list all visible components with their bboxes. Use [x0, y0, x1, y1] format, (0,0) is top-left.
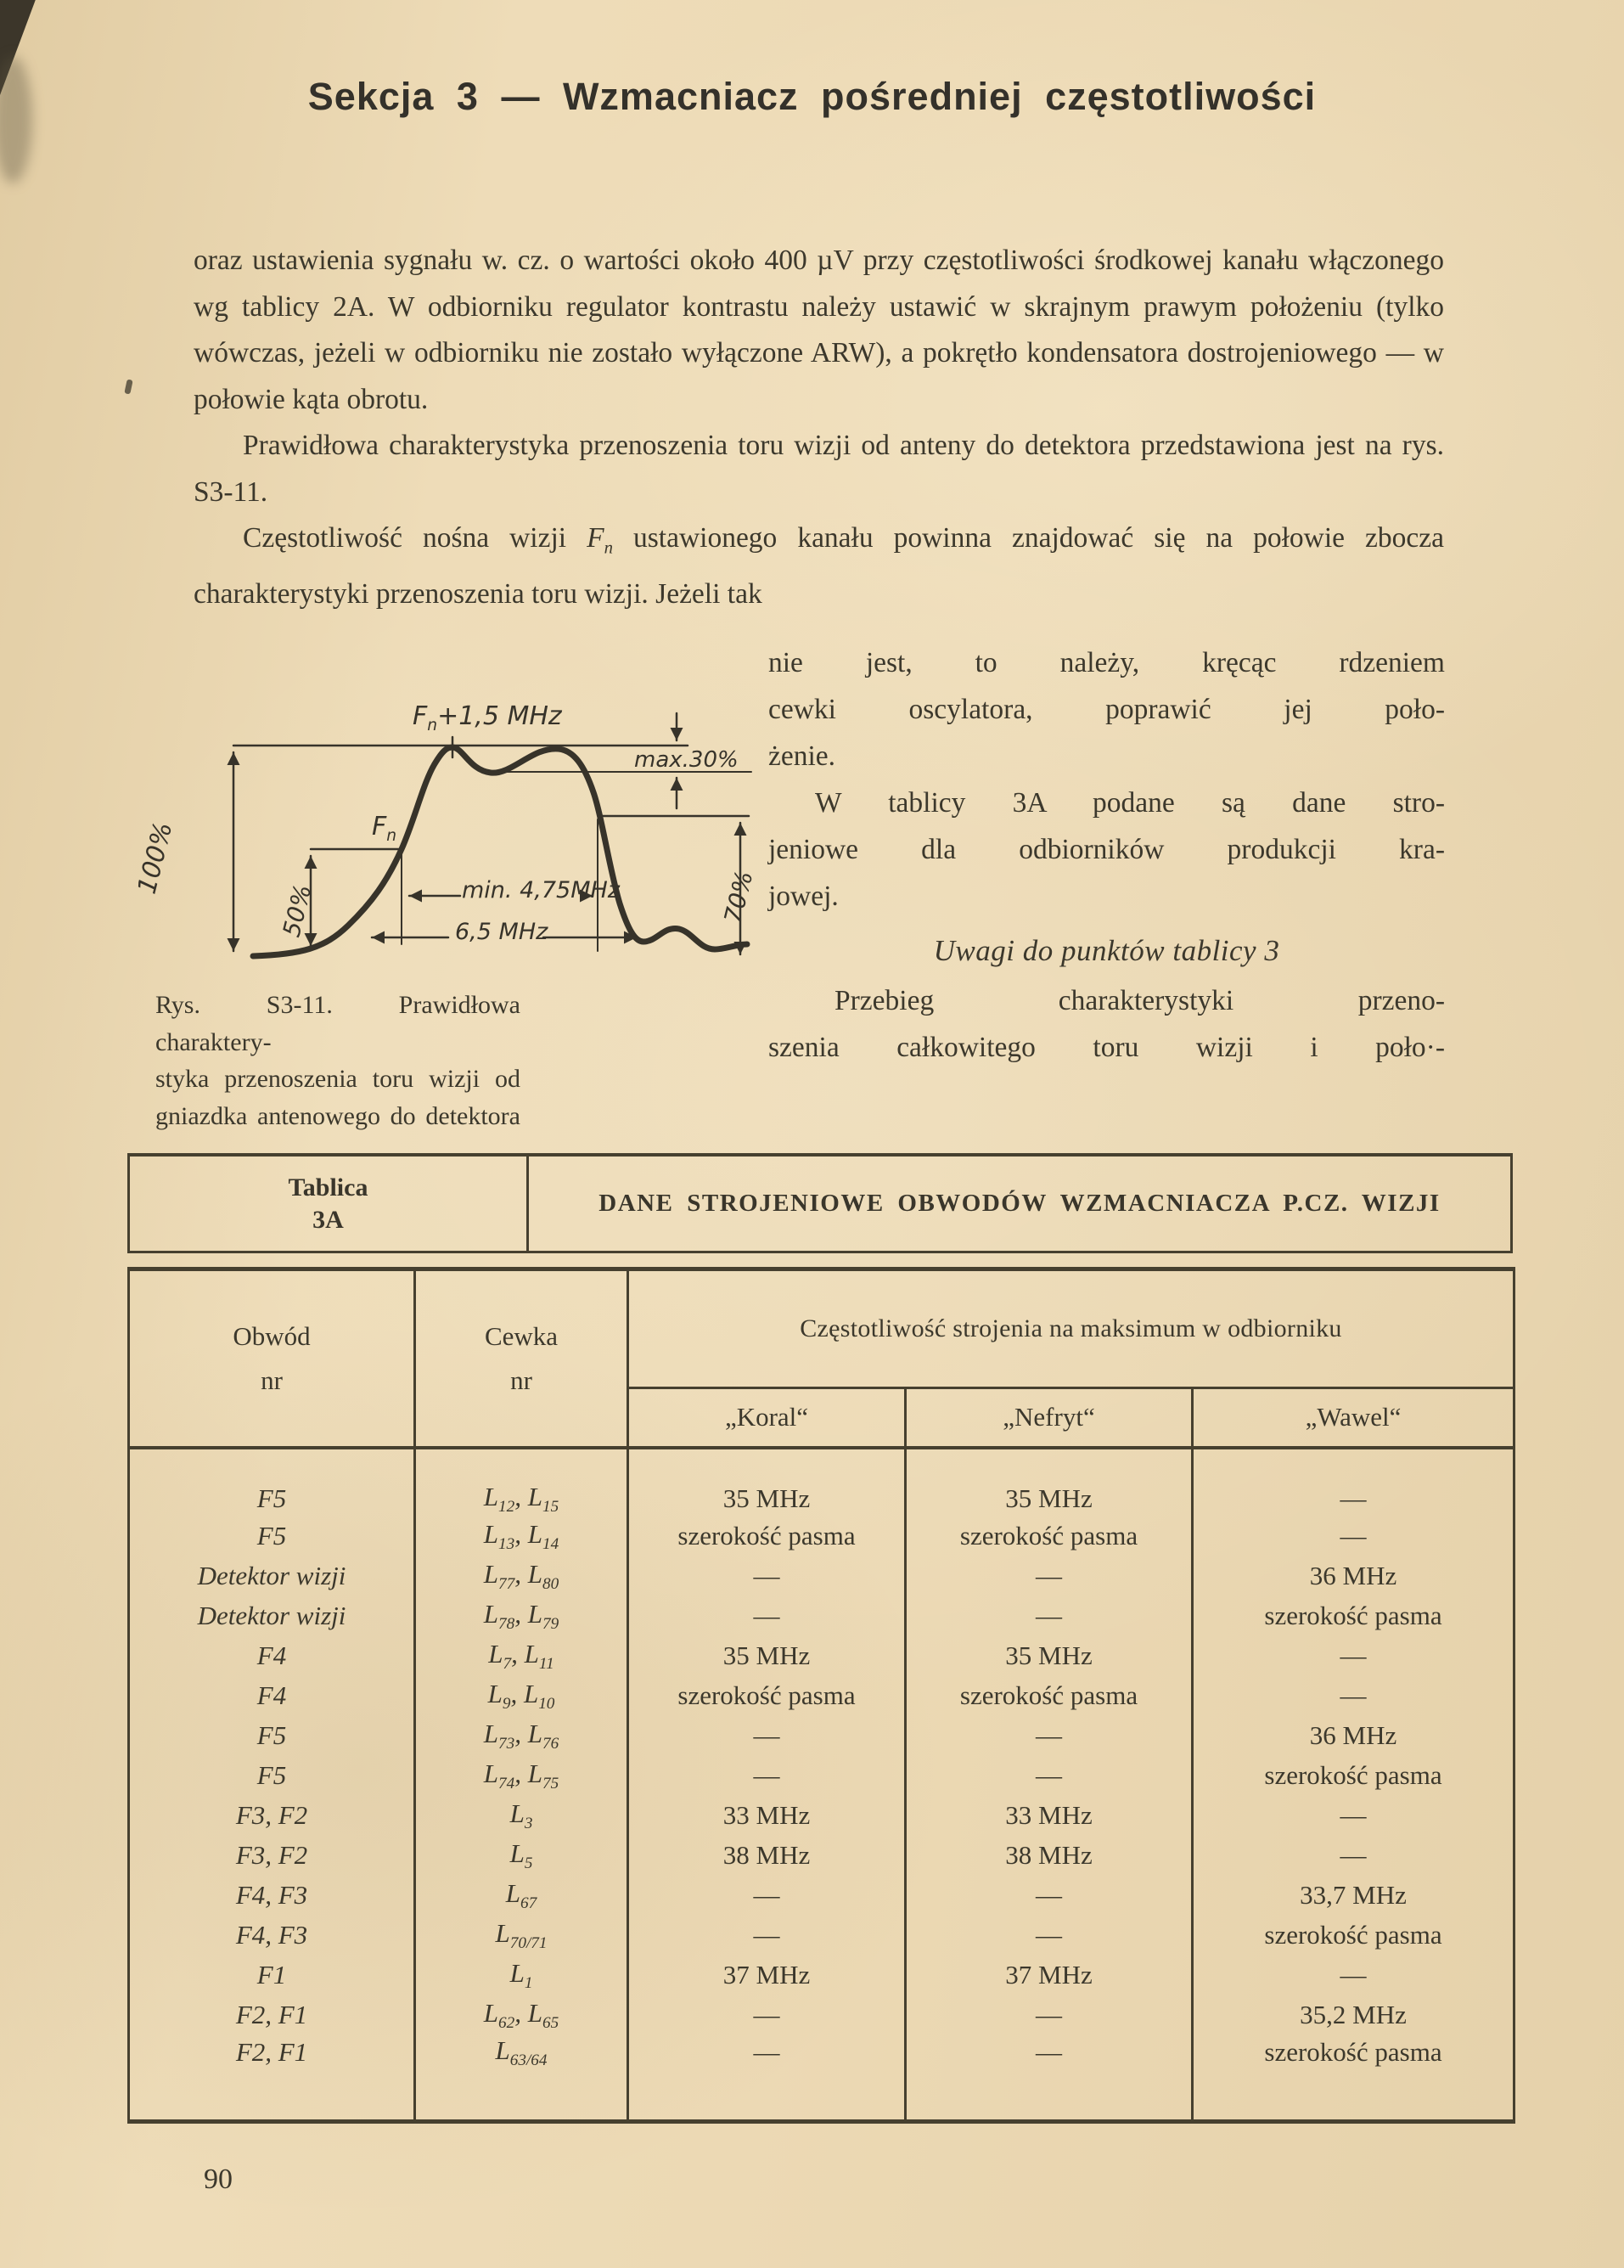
section-title: Sekcja 3 — Wzmacniacz pośredniej częstotliwości: [307, 75, 1317, 118]
obwod-cell: F3, F2: [129, 1796, 415, 1836]
paragraph-2: Prawidłowa charakterystyka przenoszenia toru wizji od anteny do detektora przedstawiona jest na rys. S3-11.: [194, 430, 1444, 508]
nefryt-cell: —: [906, 2035, 1193, 2122]
figure-label-50pct: 50%: [277, 881, 317, 940]
obwod-cell: F5: [129, 1716, 415, 1756]
caption-line: gniazdka antenowego do detektora: [155, 1101, 520, 1130]
figure-label-fn: [372, 812, 396, 845]
table-row: [129, 1596, 1514, 1636]
column-header-nefryt: „Nefryt“: [906, 1388, 1193, 1448]
text-line: żenie.: [768, 740, 836, 772]
koral-cell: 37 MHz: [628, 1956, 906, 1995]
wawel-cell: 35,2 MHz: [1300, 2000, 1407, 2030]
paragraph-1: oraz ustawienia sygnału w. cz. o wartości około 400 µV przy częstotliwości środkowej kanału włączonego wg tablicy 2A. W odbiorniku regulator kontrastu należy ustawić w skrajnym prawym położeniu (tylko wówczas, jeżeli w odbiorniku nie zostało wyłączone ARW), a pokrętło kondensatora dostrojeniowego — w połowie kąta obrotu.: [194, 245, 1444, 415]
table-row: [129, 1956, 1514, 1995]
nefryt-cell: —: [906, 1995, 1193, 2035]
text-line: Przebieg charakterystyki przeno-: [834, 985, 1445, 1016]
cewka-cell: $L_{63/64}$: [415, 2035, 628, 2122]
figure-label-fn-plus-15: [413, 701, 562, 734]
table-row: [129, 1636, 1514, 1676]
nefryt-cell: 35 MHz: [906, 1636, 1193, 1676]
obwod-cell: F5: [129, 1448, 415, 1517]
wawel-cell: —: [1340, 1840, 1367, 1871]
column-header-obwod: [129, 1269, 415, 1448]
koral-cell: 35 MHz: [628, 1636, 906, 1676]
figure-label-max30: max.30%: [634, 747, 739, 773]
wawel-cell: szerokość pasma: [1264, 1601, 1442, 1631]
wawel-cell: —: [1340, 1521, 1367, 1551]
nefryt-cell: —: [906, 1716, 1193, 1756]
column-header-cewka: [415, 1269, 628, 1448]
cewka-cell: $L_{78}$, $L_{79}$: [415, 1596, 628, 1636]
table-corner-line1: Tablica: [288, 1173, 368, 1202]
wawel-cell: 36 MHz: [1309, 1720, 1397, 1751]
table-corner-line2: 3A: [312, 1205, 344, 1234]
nefryt-cell: —: [906, 1556, 1193, 1596]
obwod-cell: F2, F1: [129, 1995, 415, 2035]
koral-cell: —: [628, 1596, 906, 1636]
koral-cell: szerokość pasma: [628, 1676, 906, 1716]
text-line: jowej.: [768, 881, 839, 912]
notes-heading: Uwagi do punktów tablicy 3: [933, 934, 1280, 967]
koral-cell: 33 MHz: [628, 1796, 906, 1836]
obwod-cell: F4, F3: [129, 1916, 415, 1956]
text-line: nie jest, to należy, kręcąc rdzeniem: [768, 647, 1445, 678]
nefryt-cell: szerokość pasma: [906, 1676, 1193, 1716]
fn-subscript: n: [604, 537, 613, 558]
nefryt-cell: 38 MHz: [906, 1836, 1193, 1876]
wawel-cell: 33,7 MHz: [1300, 1880, 1407, 1911]
page-number: 90: [204, 2164, 233, 2195]
label-text: +1,5 MHz: [437, 701, 562, 731]
paragraph-3-text-cont: ustawionego kanału powinna znajdować się na połowie zbocza charakterystyki przenoszenia toru wizji. Jeżeli tak: [194, 522, 1444, 611]
cewka-cell: $L_{77}$, $L_{80}$: [415, 1556, 628, 1596]
obwod-cell: F5: [129, 1756, 415, 1796]
wawel-cell: szerokość pasma: [1264, 1920, 1442, 1950]
wawel-cell: szerokość pasma: [1264, 2037, 1442, 2068]
header-line: Cewka: [484, 1320, 559, 1351]
koral-cell: 35 MHz: [628, 1448, 906, 1517]
nefryt-cell: szerokość pasma: [906, 1517, 1193, 1556]
cewka-cell: $L_5$: [415, 1836, 628, 1876]
table-row: [129, 1556, 1514, 1596]
table-main-title: DANE STROJENIOWE OBWODÓW WZMACNIACZA P.CZ. WIZJI: [598, 1190, 1441, 1217]
table-row: [129, 1517, 1514, 1556]
figure-label-min475: min. 4,75MHz: [462, 877, 620, 903]
koral-cell: —: [628, 1716, 906, 1756]
obwod-cell: Detektor wizji: [129, 1596, 415, 1636]
obwod-cell: Detektor wizji: [129, 1556, 415, 1596]
figure-s3-11: [127, 703, 773, 971]
cewka-cell: $L_1$: [415, 1956, 628, 1995]
header-row-1: [129, 1269, 1514, 1388]
figure-label-100pct: 100%: [132, 819, 179, 898]
table-corner-title: [130, 1157, 529, 1251]
table-row: [129, 1796, 1514, 1836]
caption-line: styka przenoszenia toru wizji od: [155, 1065, 520, 1093]
cewka-cell: $L_7$, $L_{11}$: [415, 1636, 628, 1676]
koral-cell: —: [628, 1556, 906, 1596]
tuning-table: [127, 1267, 1515, 2124]
nefryt-cell: —: [906, 1596, 1193, 1636]
koral-cell: —: [628, 2035, 906, 2122]
wawel-cell: —: [1340, 1960, 1367, 1990]
table-row: [129, 1676, 1514, 1716]
figure-label-65mhz: 6,5 MHz: [455, 919, 548, 945]
column-header-koral: „Koral“: [628, 1388, 906, 1448]
header-line: Obwód: [233, 1320, 311, 1351]
right-column: [768, 639, 1445, 1071]
obwod-cell: F5: [129, 1517, 415, 1556]
cewka-cell: $L_{73}$, $L_{76}$: [415, 1716, 628, 1756]
table-row: [129, 2035, 1514, 2122]
wawel-cell: —: [1340, 1483, 1367, 1514]
wawel-cell: 36 MHz: [1309, 1561, 1397, 1591]
label-subscript: n: [427, 717, 438, 734]
koral-cell: —: [628, 1995, 906, 2035]
header-line: nr: [261, 1365, 283, 1395]
cewka-cell: $L_3$: [415, 1796, 628, 1836]
paragraph-3-text: Częstotliwość nośna wizji: [243, 522, 587, 554]
table-row: [129, 1995, 1514, 2035]
koral-cell: —: [628, 1916, 906, 1956]
header-line: nr: [510, 1365, 532, 1395]
fn-base: F: [587, 522, 604, 554]
nefryt-cell: —: [906, 1916, 1193, 1956]
obwod-cell: F3, F2: [129, 1836, 415, 1876]
caption-line: Rys. S3-11. Prawidłowa charaktery-: [155, 991, 520, 1056]
table-row: [129, 1756, 1514, 1796]
table-row: [129, 1836, 1514, 1876]
text-line: cewki oscylatora, poprawić jej poło-: [768, 694, 1445, 725]
nefryt-cell: 33 MHz: [906, 1796, 1193, 1836]
text-line: jeniowe dla odbiorników produkcji kra-: [768, 834, 1445, 865]
tuning-table-body: [129, 1448, 1514, 2122]
koral-cell: 38 MHz: [628, 1836, 906, 1876]
paragraph-3: [194, 515, 1444, 618]
column-header-wawel: „Wawel“: [1305, 1402, 1402, 1432]
label-text: F: [372, 812, 387, 841]
nefryt-cell: 35 MHz: [906, 1448, 1193, 1517]
cewka-cell: $L_{74}$, $L_{75}$: [415, 1756, 628, 1796]
column-header-frequency: Częstotliwość strojenia na maksimum w odbiorniku: [628, 1269, 1514, 1388]
cewka-cell: $L_{70/71}$: [415, 1916, 628, 1956]
wawel-cell: —: [1340, 1800, 1367, 1831]
main-text-block: [194, 238, 1444, 618]
cewka-cell: $L_{67}$: [415, 1876, 628, 1916]
scan-artifact-mark: [124, 379, 132, 394]
text-line: W tablicy 3A podane są dane stro-: [815, 787, 1445, 819]
obwod-cell: F1: [129, 1956, 415, 1995]
cewka-cell: $L_{62}$, $L_{65}$: [415, 1995, 628, 2035]
obwod-cell: F4: [129, 1676, 415, 1716]
obwod-cell: F4, F3: [129, 1876, 415, 1916]
text-line: szenia całkowitego toru wizji i poło·-: [768, 1032, 1445, 1063]
response-curve-diagram: [127, 703, 773, 971]
table-row: [129, 1448, 1514, 1517]
koral-cell: —: [628, 1876, 906, 1916]
table-title-box: [127, 1153, 1513, 1253]
obwod-cell: F2, F1: [129, 2035, 415, 2122]
cewka-cell: $L_9$, $L_{10}$: [415, 1676, 628, 1716]
label-subscript: n: [386, 827, 397, 845]
fn-symbol: [587, 522, 613, 558]
figure-caption: [155, 987, 520, 1134]
nefryt-cell: 37 MHz: [906, 1956, 1193, 1995]
cewka-cell: $L_{12}$, $L_{15}$: [415, 1448, 628, 1517]
wawel-cell: —: [1340, 1680, 1367, 1711]
figure-label-70pct: 70%: [718, 868, 759, 926]
table-row: [129, 1916, 1514, 1956]
tuning-table-head: [129, 1269, 1514, 1448]
wawel-cell: —: [1340, 1641, 1367, 1671]
table-row: [129, 1876, 1514, 1916]
cewka-cell: $L_{13}$, $L_{14}$: [415, 1517, 628, 1556]
label-text: F: [413, 701, 428, 731]
nefryt-cell: —: [906, 1756, 1193, 1796]
nefryt-cell: —: [906, 1876, 1193, 1916]
koral-cell: —: [628, 1756, 906, 1796]
wawel-cell: szerokość pasma: [1264, 1760, 1442, 1791]
obwod-cell: F4: [129, 1636, 415, 1676]
table-row: [129, 1716, 1514, 1756]
koral-cell: szerokość pasma: [628, 1517, 906, 1556]
